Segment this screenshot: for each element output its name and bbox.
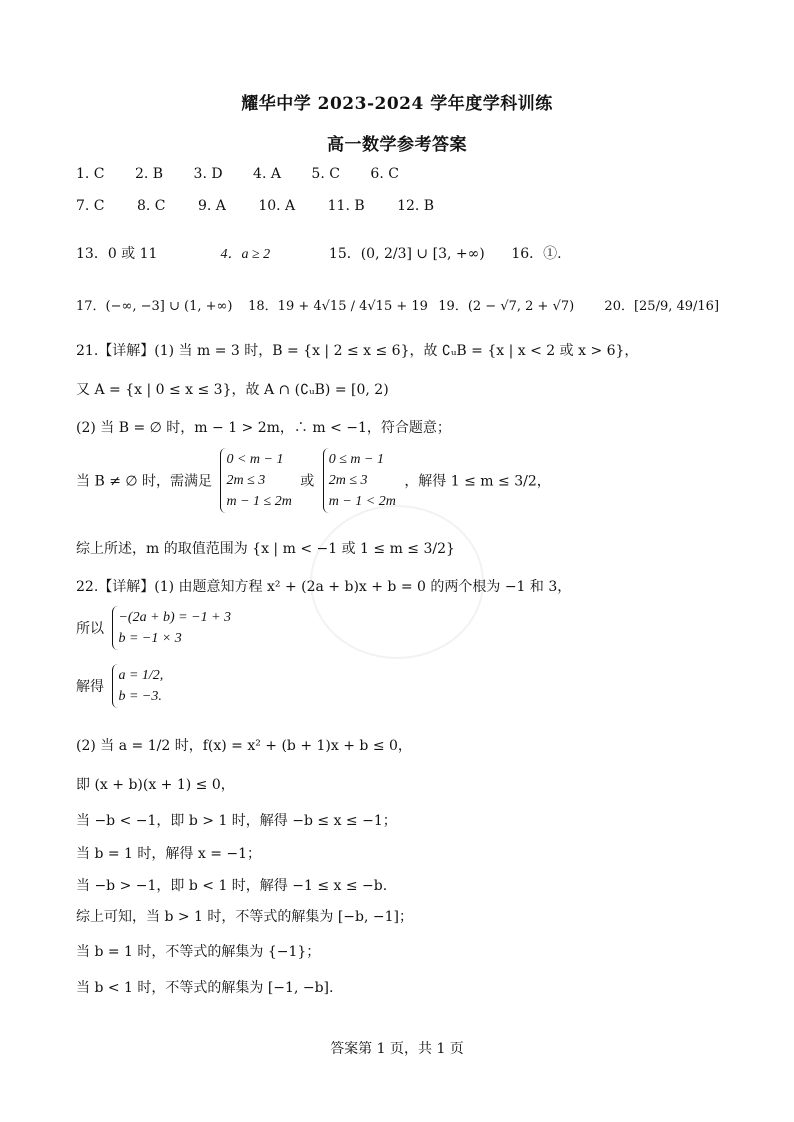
page-footer: 答案第 1 页，共 1 页 [330,1041,464,1057]
choice-answers-row-2 [76,198,462,214]
system-row: m − 1 ≤ 2m [226,494,292,509]
q21-case-prefix: 当 B ≠ ∅ 时，需满足 [76,473,213,490]
answer-q20: 20．[25/9, 49/16] [604,299,720,314]
answer-q14: 4．a ≥ 2 [220,247,271,262]
answer-item: 6. C [370,166,399,182]
equation-system-2 [112,664,163,708]
fill-answers-row-1 [76,243,562,263]
equation-system-1 [112,606,231,650]
system-row: −(2a + b) = −1 + 3 [118,610,232,625]
q22-line-11: 当 b < 1 时，不等式的解集为 [−1, −b]. [76,980,334,996]
q22-line-8: 当 −b > −1，即 b < 1 时，解得 −1 ≤ x ≤ −b. [76,878,388,894]
system-row: 2m ≤ 3 [328,473,368,488]
q21-line-3: (2) 当 B = ∅ 时，m − 1 > 2m，∴ m < −1，符合题意； [76,420,451,436]
answer-item: 5. C [311,166,340,182]
q22-solve-label: 解得 [76,679,104,695]
system-row: b = −3. [118,689,162,704]
answer-item: 3. D [193,166,223,182]
inequality-system-2 [323,448,396,513]
q22-line-5: 即 (x + b)(x + 1) ≤ 0， [76,777,235,793]
system-row: m − 1 < 2m [328,494,396,509]
answer-q17: 17．(−∞, −3] ∪ (1, +∞) [76,299,233,314]
answer-item: 11. B [327,198,365,214]
q22-line-10: 当 b = 1 时，不等式的解集为 {−1}； [76,944,321,960]
answer-item: 2. B [134,166,164,182]
q21-case-result: ，解得 1 ≤ m ≤ 3/2， [404,473,551,490]
system-row: 0 ≤ m − 1 [328,452,384,467]
fill-answers-row-2 [76,295,719,314]
answer-item: 1. C [76,166,105,182]
q21-line-2: 又 A = {x | 0 ≤ x ≤ 3}，故 A ∩ (∁ᵤB) = [0, 2) [76,382,389,398]
system-row: a = 1/2, [118,668,164,683]
q22-solution-line [76,664,167,708]
q22-line-6: 当 −b < −1，即 b > 1 时，解得 −b ≤ x ≤ −1； [76,813,397,829]
inequality-system-1 [220,448,291,513]
answer-q18: 18．19 + 4√15 / 4√15 + 19 [248,299,428,314]
system-row: 2m ≤ 3 [226,473,266,488]
q22-so-label: 所以 [76,621,104,637]
system-row: b = −1 × 3 [118,631,182,646]
answer-item: 4. A [253,166,281,182]
answer-q13: 13．0 或 11 [76,246,158,262]
q22-line-7: 当 b = 1 时，解得 x = −1； [76,846,262,862]
q21-conclusion: 综上所述，m 的取值范围为 {x | m < −1 或 1 ≤ m ≤ 3/2} [76,541,455,557]
q22-line-1: 22.【详解】(1) 由题意知方程 x² + (2a + b)x + b = 0 的两个根为 −1 和 3， [76,579,572,595]
school-title: 耀华中学 2023-2024 学年度学科训练 [241,94,553,114]
choice-answers-row-1 [76,166,425,182]
q22-system-line [76,606,235,650]
q21-line-1: 21.【详解】(1) 当 m = 3 时，B = {x | 2 ≤ x ≤ 6}，故 ∁ᵤB = {x | x < 2 或 x > 6}， [76,343,639,359]
answer-q16: 16．①. [511,246,562,262]
answer-item: 12. B [397,198,435,214]
page-subtitle: 高一数学参考答案 [327,135,467,155]
q22-line-4: (2) 当 a = 1/2 时，f(x) = x² + (b + 1)x + b ≤ 0， [76,738,412,754]
answer-q19: 19．(2 − √7, 2 + √7) [438,299,575,314]
answer-item: 8. C [136,198,166,214]
answer-item: 10. A [258,198,296,214]
q21-case-line [76,448,551,513]
system-row: 0 < m − 1 [226,452,284,467]
answer-q15: 15．(0, 2/3] ∪ [3, +∞) [328,246,485,262]
answer-item: 9. A [197,198,226,214]
q21-or-label: 或 [300,473,315,490]
answer-item: 7. C [76,198,105,214]
q22-line-9: 综上可知，当 b > 1 时，不等式的解集为 [−b, −1]； [76,909,414,925]
